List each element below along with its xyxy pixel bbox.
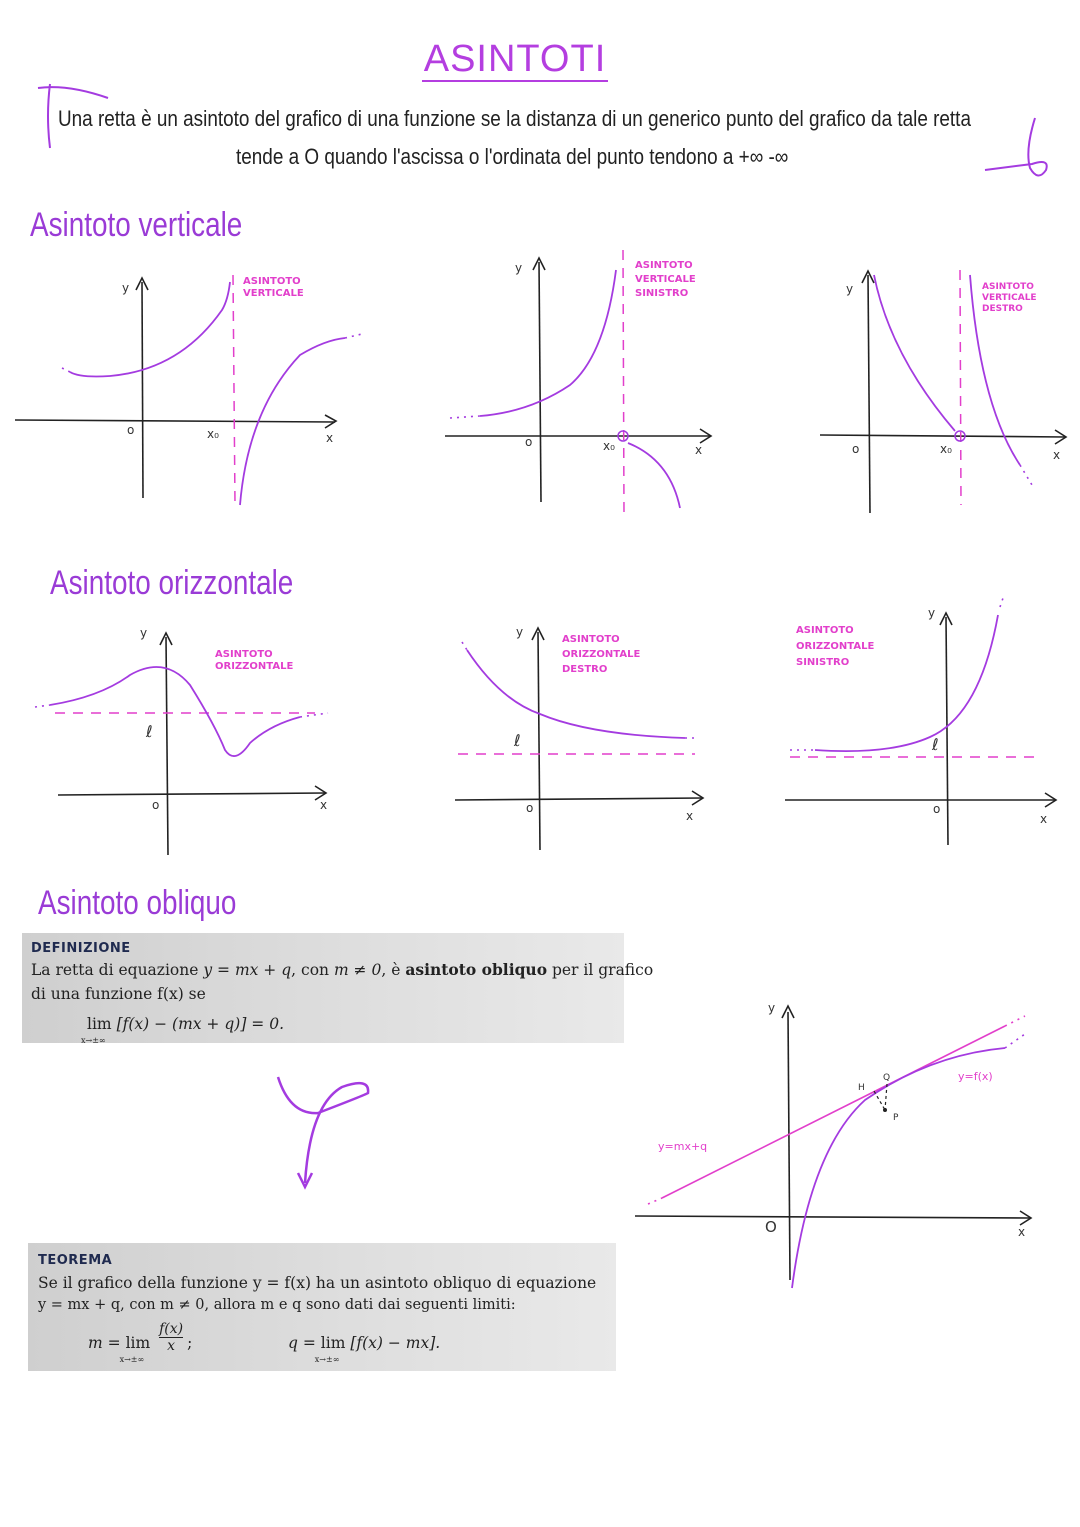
definition-bold: asintoto obliquo xyxy=(405,960,548,979)
origin-label: o xyxy=(152,798,160,812)
vertical-graph-1 xyxy=(0,260,370,520)
y-label: y xyxy=(515,261,523,275)
theorem-box xyxy=(28,1243,616,1371)
asymptote-label-1: ASINTOTO xyxy=(635,260,693,271)
theorem-q-formula xyxy=(288,1331,441,1364)
curve-dots xyxy=(450,416,480,418)
m-lim xyxy=(119,1331,151,1364)
asymptote-label-1: ASINTOTO xyxy=(982,282,1034,292)
x-axis xyxy=(820,435,1065,437)
curve-label: y=f(x) xyxy=(958,1070,993,1083)
q-body: [f(x) − mx]. xyxy=(350,1334,441,1352)
asymptote-label-2: VERTICALE xyxy=(982,293,1037,303)
m-end: ; xyxy=(187,1334,193,1352)
y-axis xyxy=(539,262,541,502)
curve-dots xyxy=(62,334,362,372)
oblique-asymptote-line xyxy=(662,1026,1005,1198)
curve-right xyxy=(628,443,680,508)
origin-label: O xyxy=(765,1218,777,1236)
y-label: y xyxy=(928,606,936,620)
definition-box xyxy=(22,933,654,1045)
curl-decoration xyxy=(980,110,1050,180)
m-fraction xyxy=(159,1320,184,1354)
origin-label: o xyxy=(933,802,941,816)
y-label: y xyxy=(768,1001,776,1015)
definition-text-c: , è xyxy=(381,961,406,979)
definition-text-d: per il grafico xyxy=(547,961,654,979)
definition-formula xyxy=(81,1012,284,1045)
curve-left xyxy=(874,275,955,431)
x-label: x xyxy=(1053,448,1061,462)
definition-lim xyxy=(81,1012,112,1045)
origin-label: o xyxy=(852,442,860,456)
x-label: x xyxy=(1040,812,1048,826)
theorem-line-1: Se il grafico della funzione y = f(x) ha un asintoto obliquo di equazione xyxy=(38,1274,597,1292)
y-label: y xyxy=(122,281,130,295)
asymptote-label-2: VERTICALE xyxy=(243,288,304,299)
q-label: Q xyxy=(883,1073,891,1083)
origin-label: o xyxy=(525,435,533,449)
horizontal-graph-2 xyxy=(440,610,740,860)
asymptote-label-1: ASINTOTO xyxy=(215,649,273,660)
asymptote-label-2: ORIZZONTALE xyxy=(796,641,875,652)
y-label: y xyxy=(516,625,524,639)
curve-dots xyxy=(1020,465,1032,485)
m-lim-text: lim xyxy=(125,1334,151,1352)
asymptote-label-3: SINISTRO xyxy=(796,657,850,668)
definition-condition: m ≠ 0 xyxy=(333,961,382,979)
curve-dots xyxy=(790,595,1004,750)
function-curve xyxy=(792,1048,1005,1288)
intro-line-1: Una retta è un asintoto del grafico di una funzione se la distanza di un generico punto del grafico da tale retta xyxy=(58,106,971,131)
horizontal-graph-3 xyxy=(780,595,1070,860)
vertical-graph-3 xyxy=(810,255,1072,525)
page-title xyxy=(0,38,1030,81)
definition-text-b: , con xyxy=(291,961,334,979)
definition-formula-body: [f(x) − (mx + q)] = 0. xyxy=(116,1015,284,1033)
y-axis xyxy=(868,275,870,513)
lim-text: lim xyxy=(87,1015,112,1033)
asymptote-line xyxy=(623,250,624,515)
q-lim xyxy=(314,1331,346,1364)
x-label: x xyxy=(320,798,328,812)
oblique-graph xyxy=(630,990,1050,1300)
section-oblique-title: Asintoto obliquo xyxy=(38,884,237,922)
theorem-m-formula xyxy=(88,1320,193,1364)
l-label: ℓ xyxy=(514,731,521,750)
h-label: H xyxy=(858,1083,865,1093)
x-label: x xyxy=(686,809,694,823)
y-axis xyxy=(946,617,948,845)
lim-sub: x→±∞ xyxy=(81,1036,106,1045)
asymptote-line xyxy=(960,270,961,505)
asymptote-label-1: ASINTOTO xyxy=(562,634,620,645)
x-axis xyxy=(15,420,335,422)
y-label: y xyxy=(140,626,148,640)
asymptote-label-2: ORIZZONTALE xyxy=(215,661,294,672)
asymptote-label-2: VERTICALE xyxy=(635,274,696,285)
x0-label: x₀ xyxy=(207,427,219,441)
x0-label: x₀ xyxy=(940,442,952,456)
definition-line-1 xyxy=(31,958,653,982)
definition-line-2: di una funzione f(x) se xyxy=(31,985,206,1003)
x-label: x xyxy=(695,443,703,457)
definition-text-a: La retta di equazione xyxy=(31,961,204,979)
m-numerator: f(x) xyxy=(159,1320,184,1337)
l-label: ℓ xyxy=(932,735,939,754)
section-vertical-title: Asintoto verticale xyxy=(30,206,243,244)
asymptote-line xyxy=(233,275,235,505)
m-denominator: x xyxy=(167,1337,176,1354)
section-horizontal-title: Asintoto orizzontale xyxy=(50,564,294,602)
definition-tag: DEFINIZIONE xyxy=(31,941,131,956)
vertical-graph-2 xyxy=(420,240,740,530)
x-axis xyxy=(455,798,702,800)
y-axis xyxy=(788,1012,790,1280)
curve-left xyxy=(70,282,230,377)
asymptote-label-1: ASINTOTO xyxy=(796,625,854,636)
y-axis xyxy=(538,632,540,850)
intro-line-2: tende a O quando l'ascissa o l'ordinata del punto tendono a +∞ -∞ xyxy=(236,144,789,169)
asymptote-label-2: ORIZZONTALE xyxy=(562,649,641,660)
origin-label: o xyxy=(127,423,135,437)
x-axis xyxy=(635,1216,1030,1218)
q-prefix: q = xyxy=(288,1334,316,1352)
x-label: x xyxy=(1018,1225,1026,1239)
m-prefix: m = xyxy=(88,1334,121,1352)
x-axis xyxy=(58,793,325,795)
curve-dots xyxy=(35,705,328,717)
p-label: P xyxy=(893,1113,899,1123)
theorem-line-2: y = mx + q, con m ≠ 0, allora m e q sono dati dai seguenti limiti: xyxy=(38,1297,516,1313)
q-lim-text: lim xyxy=(320,1334,346,1352)
y-axis xyxy=(142,282,143,498)
origin-label: o xyxy=(526,801,534,815)
theorem-tag: TEOREMA xyxy=(38,1253,113,1268)
l-label: ℓ xyxy=(146,722,153,741)
x0-label: x₀ xyxy=(603,439,615,453)
curve-left xyxy=(480,270,616,416)
definition-equation: y = mx + q xyxy=(203,961,292,979)
asymptote-label-3: SINISTRO xyxy=(635,288,689,299)
q-lim-sub: x→±∞ xyxy=(314,1355,340,1364)
curve xyxy=(50,667,300,756)
x-label: x xyxy=(326,431,334,445)
horizontal-graph-1 xyxy=(30,615,350,865)
asymptote-label-3: DESTRO xyxy=(982,304,1023,314)
asymptote-label-1: ASINTOTO xyxy=(243,276,301,287)
m-lim-sub: x→±∞ xyxy=(119,1355,145,1364)
line-label: y=mx+q xyxy=(658,1140,708,1153)
arrow-decoration xyxy=(270,1065,380,1195)
asymptote-label-3: DESTRO xyxy=(562,664,608,675)
curve-dots xyxy=(1005,1034,1025,1048)
point-p xyxy=(883,1108,887,1112)
page-title-text: ASINTOTI xyxy=(423,38,607,80)
y-label: y xyxy=(846,282,854,296)
